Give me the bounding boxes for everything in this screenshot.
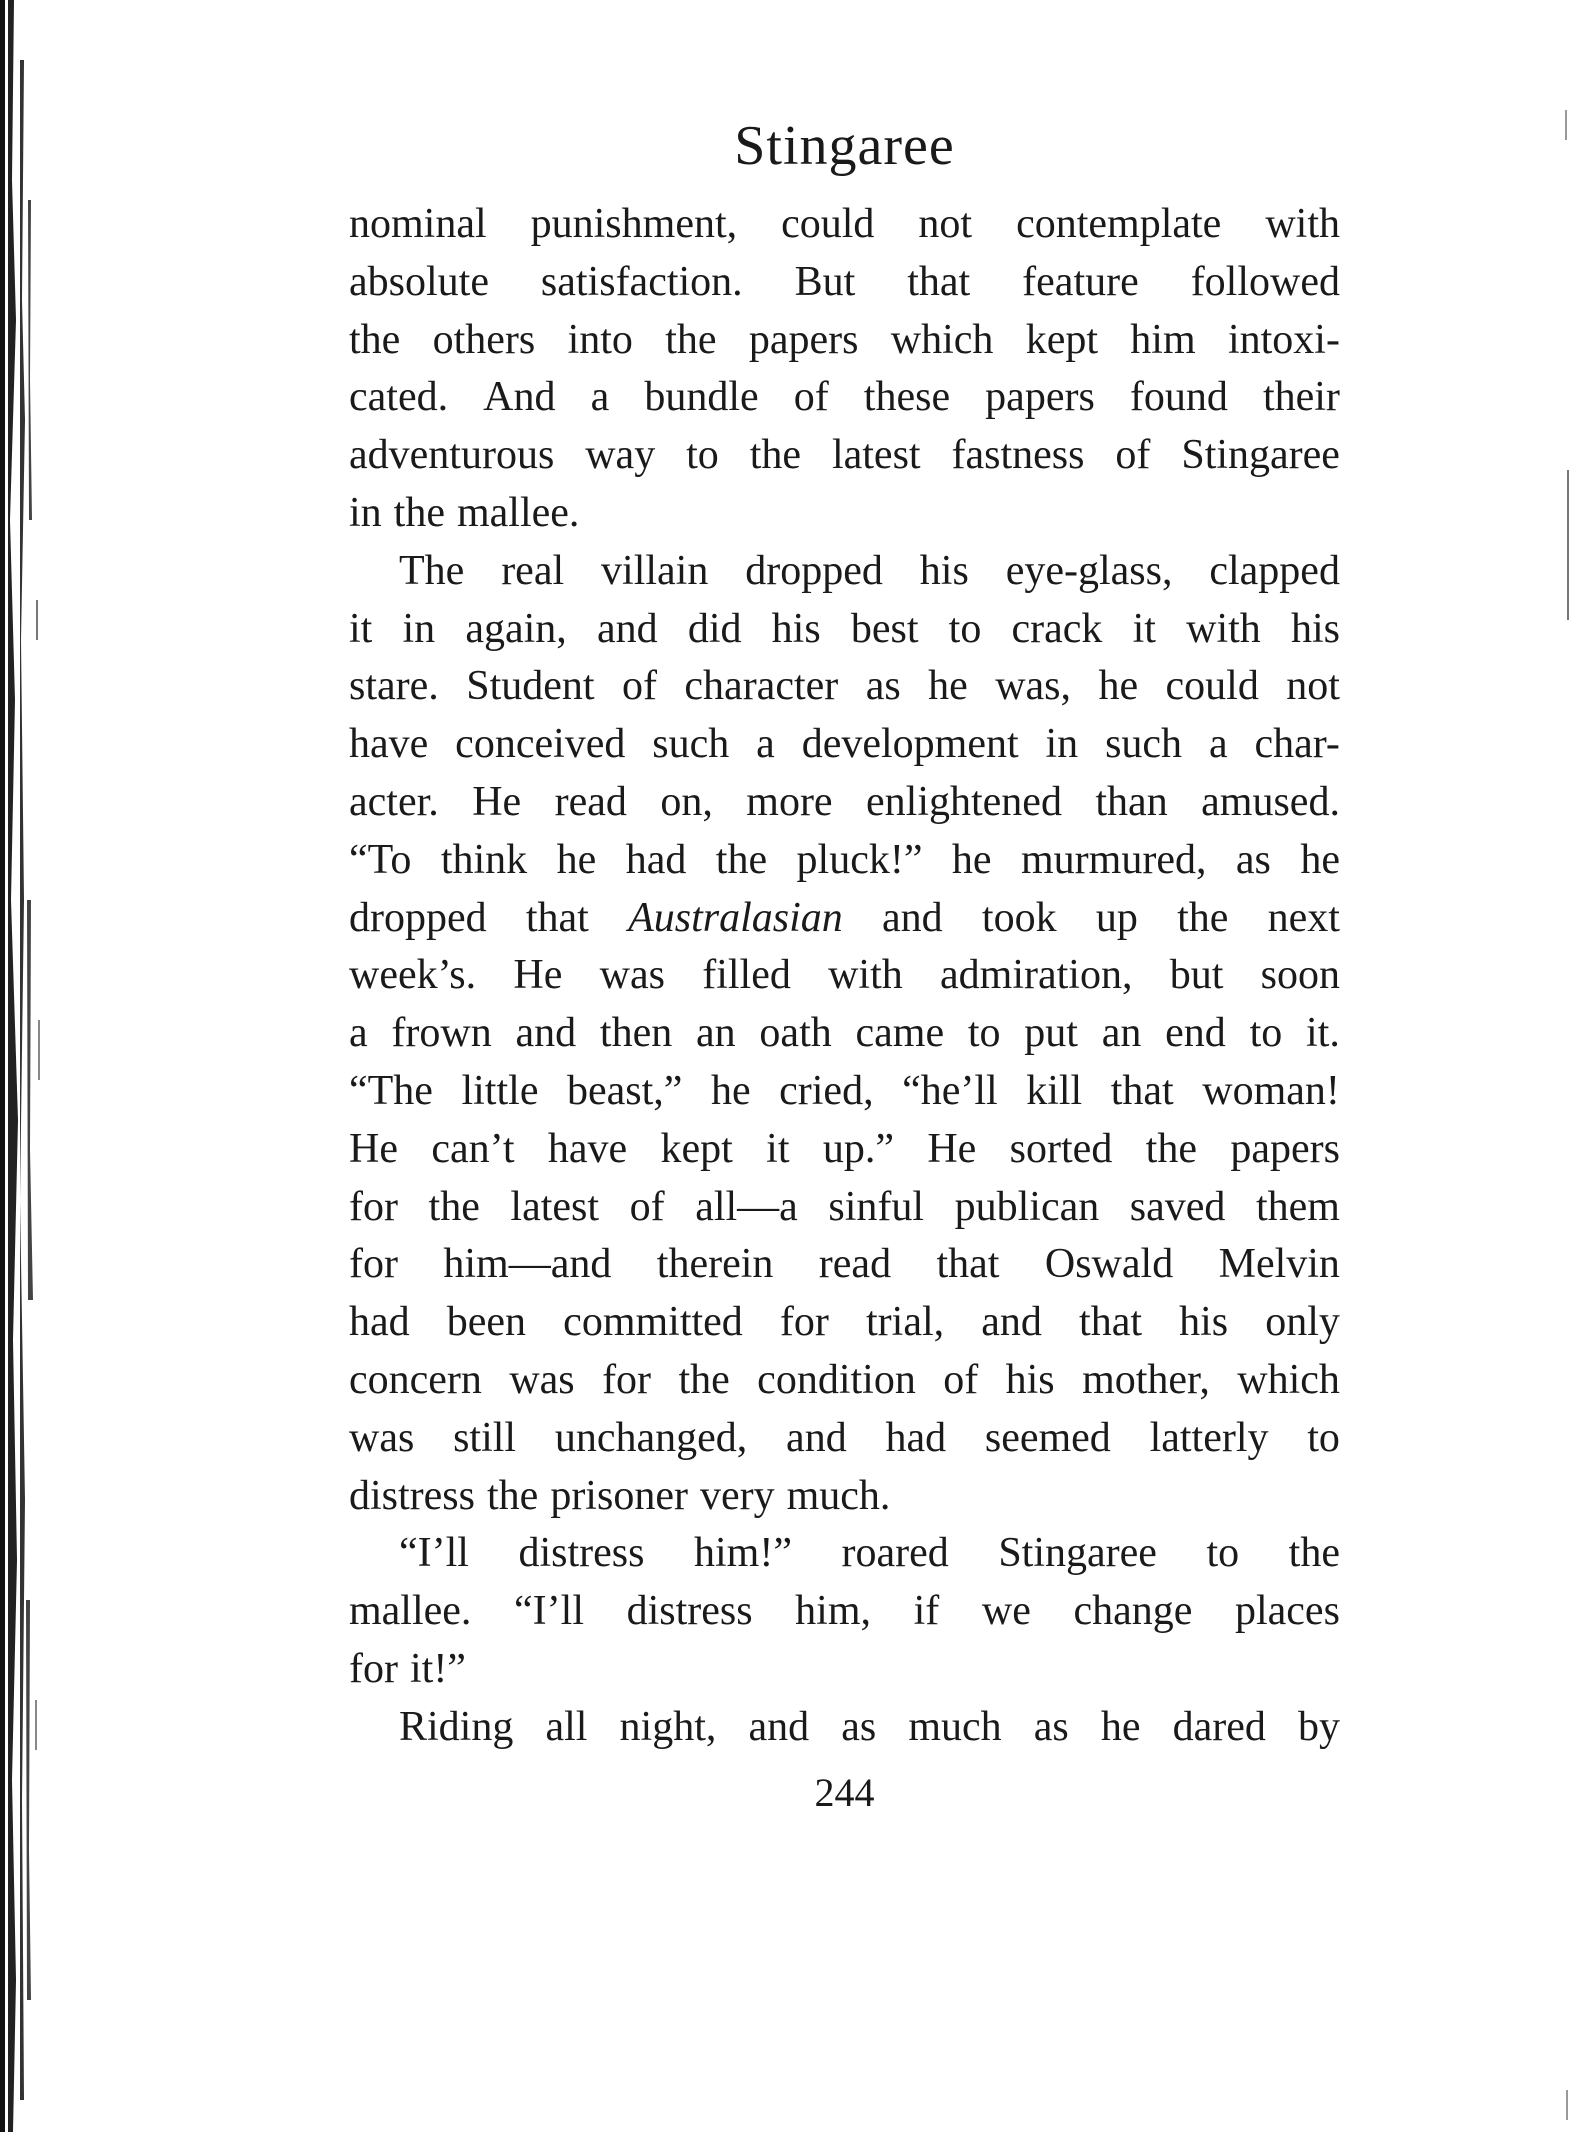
page-number: 244 [814, 1769, 875, 1815]
paragraph [349, 543, 1340, 1526]
text-line: a frown and then an oath came to put an end to it. [349, 1010, 1340, 1057]
body-text [349, 196, 1340, 1757]
text-line: week’s. He was filled with admiration, but soon [349, 952, 1340, 999]
text-line: mallee. “I’ll distress him, if we change places [349, 1588, 1340, 1635]
paragraph [349, 1525, 1340, 1698]
text-line: for it!” [349, 1645, 466, 1692]
text-line: in the mallee. [349, 489, 580, 536]
text-line: adventurous way to the latest fastness of Stingaree [349, 432, 1340, 479]
text-line: had been committed for trial, and that his only [349, 1299, 1340, 1346]
book-page [349, 104, 1340, 1823]
text-line: concern was for the condition of his mother, which [349, 1356, 1340, 1403]
paragraph [349, 1699, 1340, 1757]
text-line: was still unchanged, and had seemed latterly to [349, 1414, 1340, 1461]
text-line: stare. Student of character as he was, he could not [349, 663, 1340, 710]
text-line: “To think he had the pluck!” he murmured, as he [349, 836, 1340, 883]
page-edge-specks [1557, 0, 1577, 2132]
text-line: nominal punishment, could not contemplate with [349, 201, 1340, 247]
paragraph [349, 196, 1340, 543]
text-line: distress the prisoner very much. [349, 1472, 891, 1519]
text-line: absolute satisfaction. But that feature followed [349, 258, 1340, 305]
running-head: Stingaree [734, 115, 955, 177]
text-line: have conceived such a development in such a char- [349, 721, 1340, 768]
text-line: “The little beast,” he cried, “he’ll kill that woman! [349, 1067, 1340, 1114]
text-line: “I’ll distress him!” roared Stingaree to the [399, 1530, 1340, 1577]
binding-edge-shadow [0, 0, 46, 2132]
text-line: cated. And a bundle of these papers found their [349, 374, 1340, 421]
text-line: acter. He read on, more enlightened than amused. [349, 778, 1340, 825]
text-line: for the latest of all—a sinful publican saved them [349, 1183, 1340, 1230]
text-line: it in again, and did his best to crack it with his [349, 605, 1340, 652]
text-line: dropped that Australasian and took up the next [349, 894, 1340, 941]
text-line: for him—and therein read that Oswald Melvin [349, 1241, 1340, 1288]
text-line: The real villain dropped his eye-glass, clapped [399, 547, 1340, 594]
text-line: He can’t have kept it up.” He sorted the papers [349, 1125, 1340, 1172]
text-line: the others into the papers which kept him intoxi- [349, 316, 1340, 363]
text-line: Riding all night, and as much as he dared by [399, 1703, 1340, 1750]
